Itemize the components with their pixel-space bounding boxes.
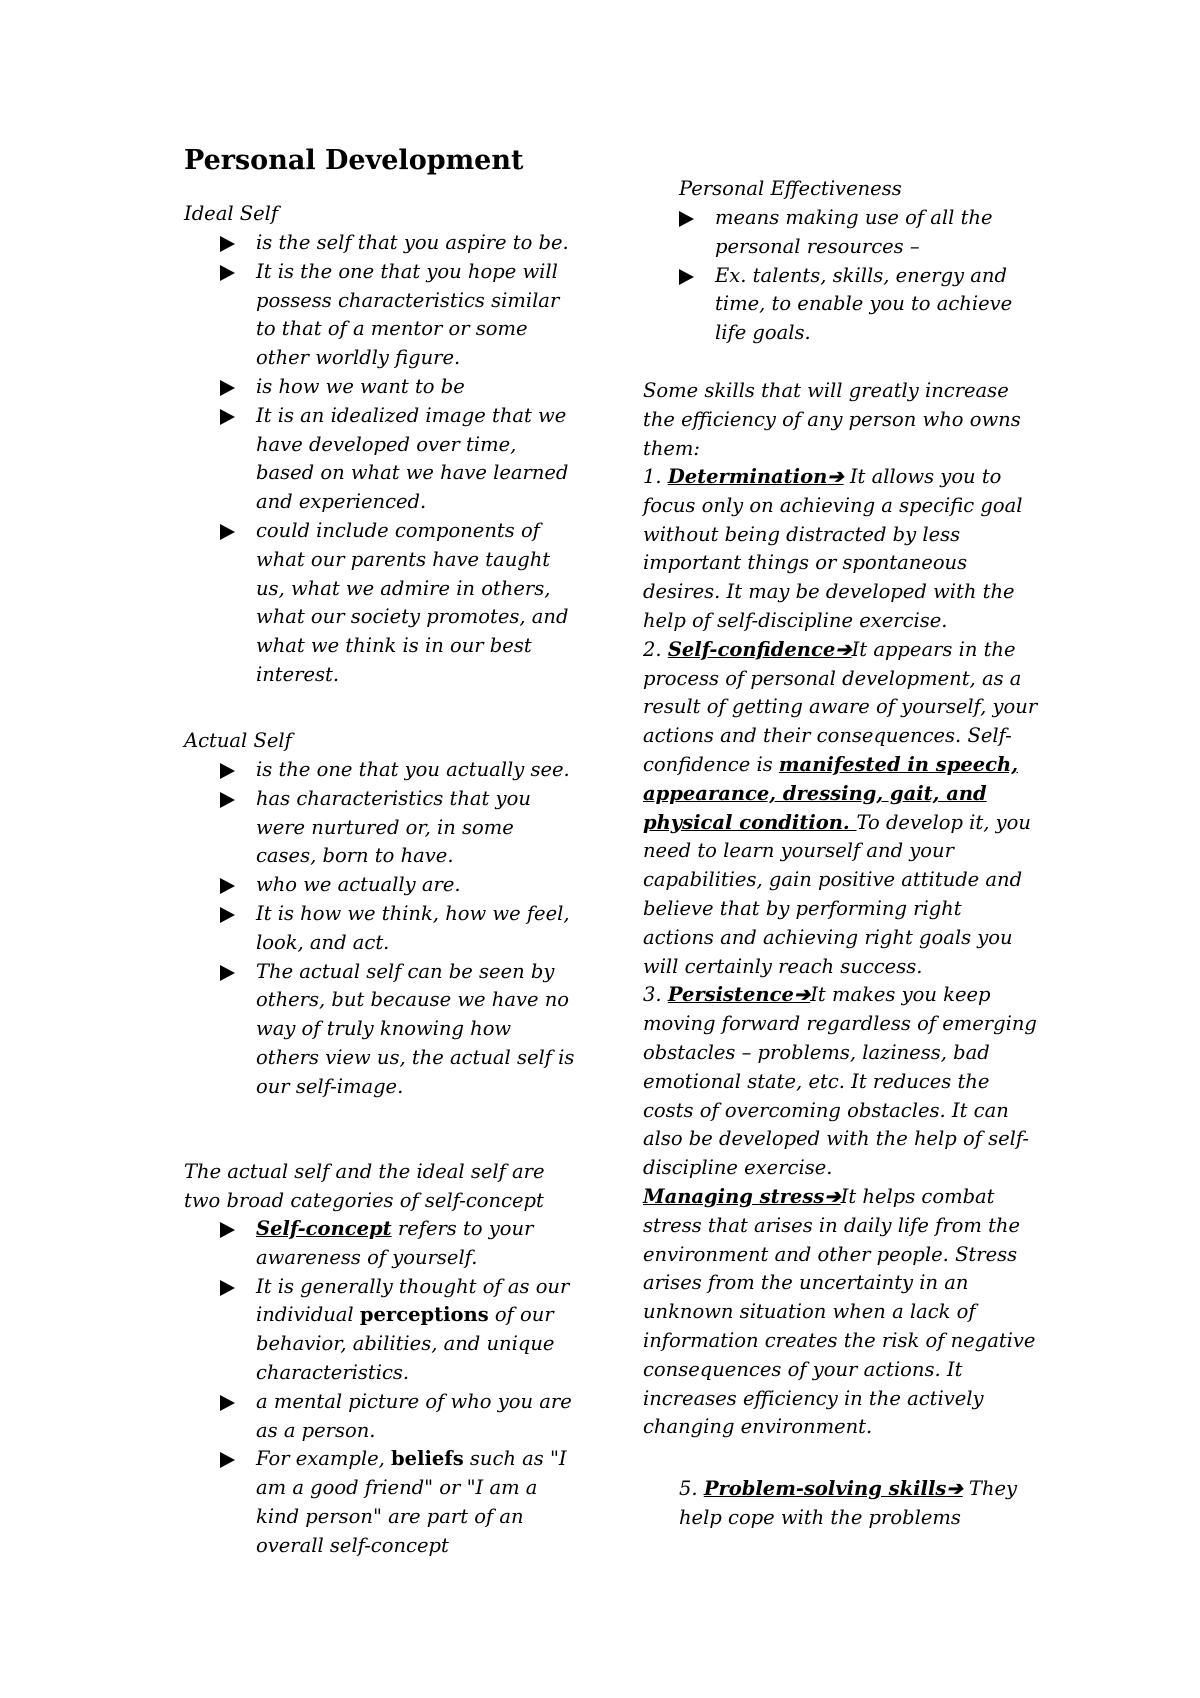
list-item: is the one that you actually see. [220, 756, 580, 785]
bullet-arrow-icon [220, 792, 235, 808]
arrow-right-icon: ➔ [946, 1477, 963, 1500]
bullet-arrow-icon [220, 409, 235, 425]
arrow-right-icon: ➔ [793, 983, 811, 1007]
skill-problem-solving: Problem-solving skills [703, 1477, 947, 1500]
bullet-arrow-icon [679, 211, 694, 227]
bullet-arrow-icon [220, 878, 235, 894]
list-item: The actual self can be seen by others, but because we have no way of truly knowing how others view us, the actual self is our self-image. [220, 958, 580, 1102]
list-item: a mental picture of who you are as a person. [220, 1388, 580, 1446]
bullet-arrow-icon [220, 907, 235, 923]
bullet-arrow-icon [220, 1222, 235, 1238]
bullet-arrow-icon [220, 1395, 235, 1411]
skill-5: 5. Problem-solving skills➔ They help cope with the problems [679, 1477, 1018, 1529]
bullet-arrow-icon [220, 265, 235, 281]
actual-self-list [220, 756, 580, 1102]
skill-self-confidence: Self-confidence [667, 637, 836, 661]
list-item: means making use of all the personal resources – [679, 204, 1034, 262]
arrow-right-icon: ➔ [824, 1184, 841, 1208]
bullet-arrow-icon [220, 1280, 235, 1296]
ideal-self-list [220, 229, 580, 690]
effectiveness-heading: Personal Effectiveness [679, 177, 902, 200]
self-concept-intro: The actual self and the ideal self are two broad categories of self-concept [184, 1160, 545, 1212]
list-item: Self-concept refers to your awareness of yourself. [220, 1215, 580, 1273]
bullet-arrow-icon [220, 524, 235, 540]
page-title: Personal Development [184, 145, 524, 176]
bullet-arrow-icon [220, 380, 235, 396]
arrow-right-icon: ➔ [835, 637, 852, 661]
list-item: is how we want to be [220, 373, 580, 402]
actual-self-heading: Actual Self [184, 729, 292, 752]
list-item: It is how we think, how we feel, look, and act. [220, 900, 580, 958]
skill-managing-stress: Managing stress [643, 1184, 825, 1208]
self-confidence-manifestation: manifested in speech, appearance, dressing, gait, and physical condition. [643, 752, 1019, 834]
bullet-arrow-icon [220, 236, 235, 252]
bullet-arrow-icon [220, 763, 235, 779]
skill-persistence: Persistence [667, 983, 794, 1007]
list-item: It is the one that you hope will possess characteristics similar to that of a mentor or some other worldly figure. [220, 258, 580, 373]
bullet-arrow-icon [679, 269, 694, 285]
list-item: who we actually are. [220, 871, 580, 900]
list-item: It is an idealized image that we have developed over time, based on what we have learned and experienced. [220, 402, 580, 517]
skills-intro: Some skills that will greatly increase the efficiency of any person who owns them: [643, 379, 1021, 460]
list-item: could include components of what our parents have taught us, what we admire in others, what our society promotes, and what we think is in our best interest. [220, 517, 580, 690]
list-item: For example, beliefs such as "I am a good friend" or "I am a kind person" are part of an overall self-concept [220, 1445, 580, 1560]
list-item: It is generally thought of as our individual perceptions of our behavior, abilities, and unique characteristics. [220, 1273, 580, 1388]
list-item: is the self that you aspire to be. [220, 229, 580, 258]
bullet-arrow-icon [220, 1452, 235, 1468]
list-item: has characteristics that you were nurtured or, in some cases, born to have. [220, 785, 580, 871]
self-concept-list [220, 1215, 580, 1561]
list-item: Ex. talents, skills, energy and time, to enable you to achieve life goals. [679, 262, 1034, 348]
effectiveness-list [679, 204, 1034, 348]
bullet-arrow-icon [220, 965, 235, 981]
self-concept-term: Self-concept [256, 1217, 392, 1240]
skills-body: 1. Determination➔ It allows you to focus only on achieving a specific goal without being distracted by less important things or spontaneous desires. It may be developed with the help of self-discipline exercise. 2. Self-confidence➔It appears in the process of personal development, as a result of getting aware of yourself, your actions and their consequences. Self- confidence is manifested in speech, appearance, dressing, gait, and physical condition. To develop it, you need to learn yourself and your capabilities, gain positive attitude and believe that by performing right actions and achieving right goals you will certainly reach success. 3. Persistence➔It makes you keep moving forward regardless of emerging obstacles – problems, laziness, bad emotional state, etc. It reduces the costs of overcoming obstacles. It can also be developed with the help of self- discipline exercise. Managing stress➔It helps combat stress that arises in daily life from the environment and other people. Stress arises from the uncertainty in an unknown situation when a lack of information creates the risk of negative consequences of your actions. It increases efficiency in the actively changing environment. [643, 465, 1038, 1439]
ideal-self-heading: Ideal Self [184, 202, 279, 225]
skill-determination: Determination [667, 465, 828, 488]
arrow-right-icon: ➔ [827, 465, 844, 488]
